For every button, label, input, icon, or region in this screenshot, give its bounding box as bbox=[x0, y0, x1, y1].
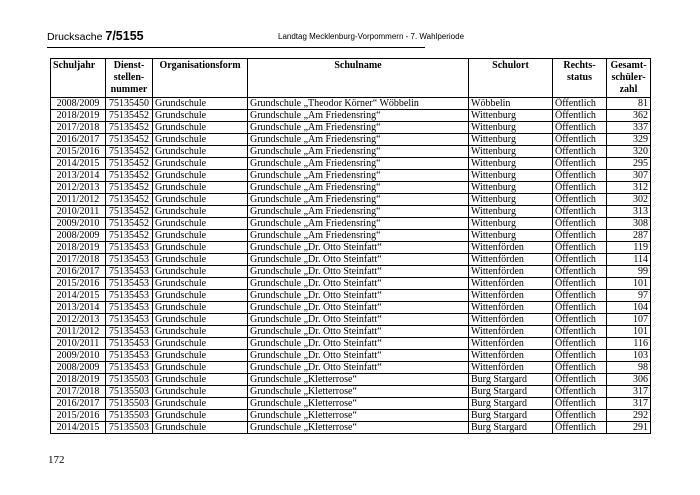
cell-dienststellennummer: 75135503 bbox=[106, 386, 153, 398]
cell-dienststellennummer: 75135453 bbox=[106, 314, 153, 326]
cell-schuljahr: 2011/2012 bbox=[51, 194, 106, 206]
cell-rechtsstatus: Öffentlich bbox=[553, 110, 607, 122]
cell-schulort: Burg Stargard bbox=[469, 398, 553, 410]
header-line: Schulname bbox=[334, 60, 382, 71]
table-row bbox=[51, 326, 651, 338]
cell-schuljahr: 2008/2009 bbox=[51, 362, 106, 374]
cell-organisationsform: Grundschule bbox=[153, 134, 248, 146]
cell-schulort: Wittenförden bbox=[469, 278, 553, 290]
cell-dienststellennummer: 75135452 bbox=[106, 194, 153, 206]
table-row bbox=[51, 158, 651, 170]
cell-schulort: Wittenförden bbox=[469, 254, 553, 266]
cell-gesamtschuelerzahl: 313 bbox=[607, 206, 651, 218]
cell-schuljahr: 2017/2018 bbox=[51, 122, 106, 134]
table-row bbox=[51, 254, 651, 266]
cell-gesamtschuelerzahl: 104 bbox=[607, 302, 651, 314]
cell-schuljahr: 2013/2014 bbox=[51, 302, 106, 314]
cell-schulname: Grundschule „Dr. Otto Steinfatt“ bbox=[248, 254, 469, 266]
cell-dienststellennummer: 75135452 bbox=[106, 134, 153, 146]
cell-dienststellennummer: 75135503 bbox=[106, 398, 153, 410]
cell-schulname: Grundschule „Am Friedensring“ bbox=[248, 182, 469, 194]
cell-schuljahr: 2009/2010 bbox=[51, 218, 106, 230]
cell-rechtsstatus: Öffentlich bbox=[553, 230, 607, 242]
table-row bbox=[51, 278, 651, 290]
cell-dienststellennummer: 75135452 bbox=[106, 158, 153, 170]
cell-schulname: Grundschule „Kletterrose“ bbox=[248, 410, 469, 422]
cell-schulort: Wittenburg bbox=[469, 218, 553, 230]
cell-schulort: Burg Stargard bbox=[469, 386, 553, 398]
cell-gesamtschuelerzahl: 317 bbox=[607, 386, 651, 398]
cell-schulort: Burg Stargard bbox=[469, 422, 553, 434]
cell-rechtsstatus: Öffentlich bbox=[553, 314, 607, 326]
cell-gesamtschuelerzahl: 116 bbox=[607, 338, 651, 350]
cell-schulname: Grundschule „Dr. Otto Steinfatt“ bbox=[248, 278, 469, 290]
table-row bbox=[51, 98, 651, 110]
cell-organisationsform: Grundschule bbox=[153, 350, 248, 362]
cell-schuljahr: 2010/2011 bbox=[51, 206, 106, 218]
table-row bbox=[51, 182, 651, 194]
cell-organisationsform: Grundschule bbox=[153, 218, 248, 230]
cell-schulname: Grundschule „Kletterrose“ bbox=[248, 386, 469, 398]
cell-rechtsstatus: Öffentlich bbox=[553, 278, 607, 290]
table-header-row bbox=[51, 59, 651, 98]
cell-organisationsform: Grundschule bbox=[153, 122, 248, 134]
cell-schulort: Wittenförden bbox=[469, 314, 553, 326]
cell-organisationsform: Grundschule bbox=[153, 230, 248, 242]
cell-dienststellennummer: 75135453 bbox=[106, 350, 153, 362]
cell-schulname: Grundschule „Theodor Körner“ Wöbbelin bbox=[248, 98, 469, 110]
cell-organisationsform: Grundschule bbox=[153, 146, 248, 158]
cell-dienststellennummer: 75135452 bbox=[106, 182, 153, 194]
cell-schuljahr: 2012/2013 bbox=[51, 182, 106, 194]
cell-rechtsstatus: Öffentlich bbox=[553, 134, 607, 146]
cell-schulort: Wittenförden bbox=[469, 242, 553, 254]
cell-gesamtschuelerzahl: 317 bbox=[607, 398, 651, 410]
cell-schulort: Wittenburg bbox=[469, 230, 553, 242]
cell-gesamtschuelerzahl: 306 bbox=[607, 374, 651, 386]
cell-schuljahr: 2009/2010 bbox=[51, 350, 106, 362]
cell-organisationsform: Grundschule bbox=[153, 326, 248, 338]
cell-organisationsform: Grundschule bbox=[153, 182, 248, 194]
cell-dienststellennummer: 75135453 bbox=[106, 326, 153, 338]
col-header-schulname bbox=[248, 59, 469, 98]
cell-schulort: Wittenburg bbox=[469, 182, 553, 194]
cell-schuljahr: 2017/2018 bbox=[51, 386, 106, 398]
cell-schuljahr: 2008/2009 bbox=[51, 230, 106, 242]
table-row bbox=[51, 398, 651, 410]
table-row bbox=[51, 374, 651, 386]
cell-organisationsform: Grundschule bbox=[153, 302, 248, 314]
col-header-schulort bbox=[469, 59, 553, 98]
cell-rechtsstatus: Öffentlich bbox=[553, 266, 607, 278]
cell-schulname: Grundschule „Am Friedensring“ bbox=[248, 146, 469, 158]
cell-gesamtschuelerzahl: 81 bbox=[607, 98, 651, 110]
header-line: Gesamt- bbox=[610, 60, 647, 71]
cell-gesamtschuelerzahl: 101 bbox=[607, 278, 651, 290]
cell-rechtsstatus: Öffentlich bbox=[553, 410, 607, 422]
cell-dienststellennummer: 75135453 bbox=[106, 290, 153, 302]
cell-schulname: Grundschule „Dr. Otto Steinfatt“ bbox=[248, 362, 469, 374]
cell-organisationsform: Grundschule bbox=[153, 194, 248, 206]
cell-schulname: Grundschule „Kletterrose“ bbox=[248, 422, 469, 434]
cell-organisationsform: Grundschule bbox=[153, 170, 248, 182]
cell-organisationsform: Grundschule bbox=[153, 422, 248, 434]
cell-organisationsform: Grundschule bbox=[153, 386, 248, 398]
cell-schulname: Grundschule „Am Friedensring“ bbox=[248, 218, 469, 230]
table-row bbox=[51, 338, 651, 350]
cell-gesamtschuelerzahl: 302 bbox=[607, 194, 651, 206]
cell-schulort: Wittenförden bbox=[469, 326, 553, 338]
header-line: Dienst- bbox=[113, 60, 145, 71]
doc-number: 7/5155 bbox=[105, 29, 144, 43]
cell-rechtsstatus: Öffentlich bbox=[553, 98, 607, 110]
table-row bbox=[51, 302, 651, 314]
col-header-organisationsform bbox=[153, 59, 248, 98]
cell-schuljahr: 2014/2015 bbox=[51, 158, 106, 170]
table-row bbox=[51, 110, 651, 122]
cell-schulort: Wittenburg bbox=[469, 110, 553, 122]
table-row bbox=[51, 410, 651, 422]
cell-schuljahr: 2014/2015 bbox=[51, 290, 106, 302]
cell-gesamtschuelerzahl: 97 bbox=[607, 290, 651, 302]
cell-rechtsstatus: Öffentlich bbox=[553, 290, 607, 302]
header-line: zahl bbox=[619, 84, 638, 95]
table-row bbox=[51, 194, 651, 206]
table-row bbox=[51, 362, 651, 374]
cell-schuljahr: 2010/2011 bbox=[51, 338, 106, 350]
cell-gesamtschuelerzahl: 98 bbox=[607, 362, 651, 374]
parliament-header: Landtag Mecklenburg-Vorpommern - 7. Wahlperiode bbox=[278, 32, 465, 41]
cell-dienststellennummer: 75135453 bbox=[106, 302, 153, 314]
table-row bbox=[51, 350, 651, 362]
cell-gesamtschuelerzahl: 99 bbox=[607, 266, 651, 278]
cell-rechtsstatus: Öffentlich bbox=[553, 242, 607, 254]
header-rule bbox=[47, 47, 425, 48]
cell-organisationsform: Grundschule bbox=[153, 266, 248, 278]
cell-rechtsstatus: Öffentlich bbox=[553, 194, 607, 206]
table-row bbox=[51, 386, 651, 398]
table-row bbox=[51, 122, 651, 134]
cell-schulname: Grundschule „Am Friedensring“ bbox=[248, 206, 469, 218]
cell-schuljahr: 2018/2019 bbox=[51, 110, 106, 122]
table-row bbox=[51, 170, 651, 182]
cell-rechtsstatus: Öffentlich bbox=[553, 122, 607, 134]
table-row bbox=[51, 230, 651, 242]
cell-rechtsstatus: Öffentlich bbox=[553, 326, 607, 338]
cell-gesamtschuelerzahl: 101 bbox=[607, 326, 651, 338]
cell-schulname: Grundschule „Am Friedensring“ bbox=[248, 194, 469, 206]
cell-organisationsform: Grundschule bbox=[153, 398, 248, 410]
cell-schulort: Wittenförden bbox=[469, 338, 553, 350]
cell-organisationsform: Grundschule bbox=[153, 158, 248, 170]
cell-organisationsform: Grundschule bbox=[153, 410, 248, 422]
cell-schulname: Grundschule „Am Friedensring“ bbox=[248, 158, 469, 170]
cell-schuljahr: 2018/2019 bbox=[51, 242, 106, 254]
cell-schuljahr: 2018/2019 bbox=[51, 374, 106, 386]
table-body bbox=[51, 98, 651, 434]
cell-schulort: Burg Stargard bbox=[469, 410, 553, 422]
cell-schulort: Wittenförden bbox=[469, 290, 553, 302]
cell-schulname: Grundschule „Kletterrose“ bbox=[248, 398, 469, 410]
cell-organisationsform: Grundschule bbox=[153, 98, 248, 110]
cell-schulort: Wittenförden bbox=[469, 302, 553, 314]
cell-dienststellennummer: 75135452 bbox=[106, 218, 153, 230]
cell-dienststellennummer: 75135503 bbox=[106, 410, 153, 422]
cell-dienststellennummer: 75135453 bbox=[106, 278, 153, 290]
cell-schulname: Grundschule „Dr. Otto Steinfatt“ bbox=[248, 266, 469, 278]
cell-gesamtschuelerzahl: 295 bbox=[607, 158, 651, 170]
cell-rechtsstatus: Öffentlich bbox=[553, 302, 607, 314]
cell-dienststellennummer: 75135452 bbox=[106, 170, 153, 182]
cell-rechtsstatus: Öffentlich bbox=[553, 254, 607, 266]
cell-rechtsstatus: Öffentlich bbox=[553, 374, 607, 386]
cell-schuljahr: 2016/2017 bbox=[51, 398, 106, 410]
cell-rechtsstatus: Öffentlich bbox=[553, 338, 607, 350]
cell-schulname: Grundschule „Dr. Otto Steinfatt“ bbox=[248, 338, 469, 350]
cell-gesamtschuelerzahl: 107 bbox=[607, 314, 651, 326]
school-table bbox=[50, 58, 651, 434]
table-row bbox=[51, 134, 651, 146]
cell-schuljahr: 2016/2017 bbox=[51, 266, 106, 278]
cell-gesamtschuelerzahl: 308 bbox=[607, 218, 651, 230]
cell-dienststellennummer: 75135453 bbox=[106, 338, 153, 350]
cell-schulort: Wittenburg bbox=[469, 194, 553, 206]
header-line: Organisationsform bbox=[159, 60, 241, 71]
col-header-gesamtschuelerzahl bbox=[607, 59, 651, 98]
cell-schuljahr: 2014/2015 bbox=[51, 422, 106, 434]
cell-organisationsform: Grundschule bbox=[153, 110, 248, 122]
cell-schulort: Wittenburg bbox=[469, 170, 553, 182]
cell-dienststellennummer: 75135452 bbox=[106, 122, 153, 134]
cell-dienststellennummer: 75135453 bbox=[106, 254, 153, 266]
header-line: status bbox=[566, 72, 592, 83]
cell-dienststellennummer: 75135453 bbox=[106, 242, 153, 254]
cell-rechtsstatus: Öffentlich bbox=[553, 422, 607, 434]
col-header-schuljahr bbox=[51, 59, 106, 98]
cell-dienststellennummer: 75135453 bbox=[106, 362, 153, 374]
cell-organisationsform: Grundschule bbox=[153, 314, 248, 326]
cell-schuljahr: 2015/2016 bbox=[51, 278, 106, 290]
table-row bbox=[51, 206, 651, 218]
header-line: Schuljahr bbox=[53, 60, 96, 71]
cell-schulort: Wöbbelin bbox=[469, 98, 553, 110]
cell-schulort: Wittenburg bbox=[469, 134, 553, 146]
cell-dienststellennummer: 75135452 bbox=[106, 230, 153, 242]
doc-label: Drucksache bbox=[47, 31, 103, 43]
cell-organisationsform: Grundschule bbox=[153, 290, 248, 302]
cell-schulname: Grundschule „Dr. Otto Steinfatt“ bbox=[248, 302, 469, 314]
cell-rechtsstatus: Öffentlich bbox=[553, 158, 607, 170]
cell-organisationsform: Grundschule bbox=[153, 362, 248, 374]
cell-schulort: Wittenburg bbox=[469, 122, 553, 134]
col-header-rechtsstatus bbox=[553, 59, 607, 98]
cell-gesamtschuelerzahl: 320 bbox=[607, 146, 651, 158]
cell-schuljahr: 2016/2017 bbox=[51, 134, 106, 146]
cell-rechtsstatus: Öffentlich bbox=[553, 362, 607, 374]
table-row bbox=[51, 266, 651, 278]
cell-gesamtschuelerzahl: 307 bbox=[607, 170, 651, 182]
cell-rechtsstatus: Öffentlich bbox=[553, 386, 607, 398]
cell-schulname: Grundschule „Kletterrose“ bbox=[248, 374, 469, 386]
cell-rechtsstatus: Öffentlich bbox=[553, 206, 607, 218]
header-line: Rechts- bbox=[563, 60, 596, 71]
cell-dienststellennummer: 75135452 bbox=[106, 206, 153, 218]
cell-organisationsform: Grundschule bbox=[153, 242, 248, 254]
cell-dienststellennummer: 75135452 bbox=[106, 110, 153, 122]
cell-schulort: Burg Stargard bbox=[469, 374, 553, 386]
cell-gesamtschuelerzahl: 287 bbox=[607, 230, 651, 242]
cell-gesamtschuelerzahl: 119 bbox=[607, 242, 651, 254]
cell-schulort: Wittenburg bbox=[469, 206, 553, 218]
cell-schulort: Wittenförden bbox=[469, 350, 553, 362]
cell-schulort: Wittenburg bbox=[469, 146, 553, 158]
cell-gesamtschuelerzahl: 362 bbox=[607, 110, 651, 122]
cell-rechtsstatus: Öffentlich bbox=[553, 398, 607, 410]
cell-organisationsform: Grundschule bbox=[153, 338, 248, 350]
header-line: schüler- bbox=[611, 72, 646, 83]
cell-schulort: Wittenförden bbox=[469, 266, 553, 278]
cell-gesamtschuelerzahl: 114 bbox=[607, 254, 651, 266]
cell-dienststellennummer: 75135453 bbox=[106, 266, 153, 278]
cell-gesamtschuelerzahl: 312 bbox=[607, 182, 651, 194]
cell-schulname: Grundschule „Dr. Otto Steinfatt“ bbox=[248, 242, 469, 254]
cell-dienststellennummer: 75135450 bbox=[106, 98, 153, 110]
cell-gesamtschuelerzahl: 292 bbox=[607, 410, 651, 422]
table-row bbox=[51, 422, 651, 434]
cell-rechtsstatus: Öffentlich bbox=[553, 146, 607, 158]
cell-schulname: Grundschule „Dr. Otto Steinfatt“ bbox=[248, 314, 469, 326]
cell-schulname: Grundschule „Am Friedensring“ bbox=[248, 134, 469, 146]
cell-rechtsstatus: Öffentlich bbox=[553, 218, 607, 230]
cell-gesamtschuelerzahl: 291 bbox=[607, 422, 651, 434]
cell-rechtsstatus: Öffentlich bbox=[553, 182, 607, 194]
cell-schuljahr: 2008/2009 bbox=[51, 98, 106, 110]
table-row bbox=[51, 146, 651, 158]
cell-organisationsform: Grundschule bbox=[153, 278, 248, 290]
table-row bbox=[51, 218, 651, 230]
cell-schuljahr: 2017/2018 bbox=[51, 254, 106, 266]
cell-schulort: Wittenförden bbox=[469, 362, 553, 374]
cell-schulort: Wittenburg bbox=[469, 158, 553, 170]
header-line: stellen- bbox=[113, 72, 145, 83]
cell-gesamtschuelerzahl: 103 bbox=[607, 350, 651, 362]
document-number bbox=[47, 29, 144, 44]
cell-organisationsform: Grundschule bbox=[153, 254, 248, 266]
header-line: nummer bbox=[110, 84, 148, 95]
table-row bbox=[51, 314, 651, 326]
cell-schuljahr: 2012/2013 bbox=[51, 314, 106, 326]
cell-schuljahr: 2015/2016 bbox=[51, 146, 106, 158]
cell-schulname: Grundschule „Am Friedensring“ bbox=[248, 170, 469, 182]
cell-schulname: Grundschule „Am Friedensring“ bbox=[248, 110, 469, 122]
cell-organisationsform: Grundschule bbox=[153, 374, 248, 386]
cell-dienststellennummer: 75135503 bbox=[106, 422, 153, 434]
cell-schuljahr: 2013/2014 bbox=[51, 170, 106, 182]
cell-schuljahr: 2015/2016 bbox=[51, 410, 106, 422]
cell-organisationsform: Grundschule bbox=[153, 206, 248, 218]
cell-gesamtschuelerzahl: 337 bbox=[607, 122, 651, 134]
cell-dienststellennummer: 75135503 bbox=[106, 374, 153, 386]
cell-schulname: Grundschule „Am Friedensring“ bbox=[248, 122, 469, 134]
cell-schulname: Grundschule „Am Friedensring“ bbox=[248, 230, 469, 242]
cell-dienststellennummer: 75135452 bbox=[106, 146, 153, 158]
table-row bbox=[51, 290, 651, 302]
cell-schulname: Grundschule „Dr. Otto Steinfatt“ bbox=[248, 290, 469, 302]
header-line: Schulort bbox=[492, 60, 529, 71]
cell-rechtsstatus: Öffentlich bbox=[553, 350, 607, 362]
cell-schulname: Grundschule „Dr. Otto Steinfatt“ bbox=[248, 350, 469, 362]
cell-rechtsstatus: Öffentlich bbox=[553, 170, 607, 182]
cell-gesamtschuelerzahl: 329 bbox=[607, 134, 651, 146]
page-number: 172 bbox=[48, 454, 65, 466]
cell-schuljahr: 2011/2012 bbox=[51, 326, 106, 338]
cell-schulname: Grundschule „Dr. Otto Steinfatt“ bbox=[248, 326, 469, 338]
table-row bbox=[51, 242, 651, 254]
col-header-dienststellennummer bbox=[106, 59, 153, 98]
